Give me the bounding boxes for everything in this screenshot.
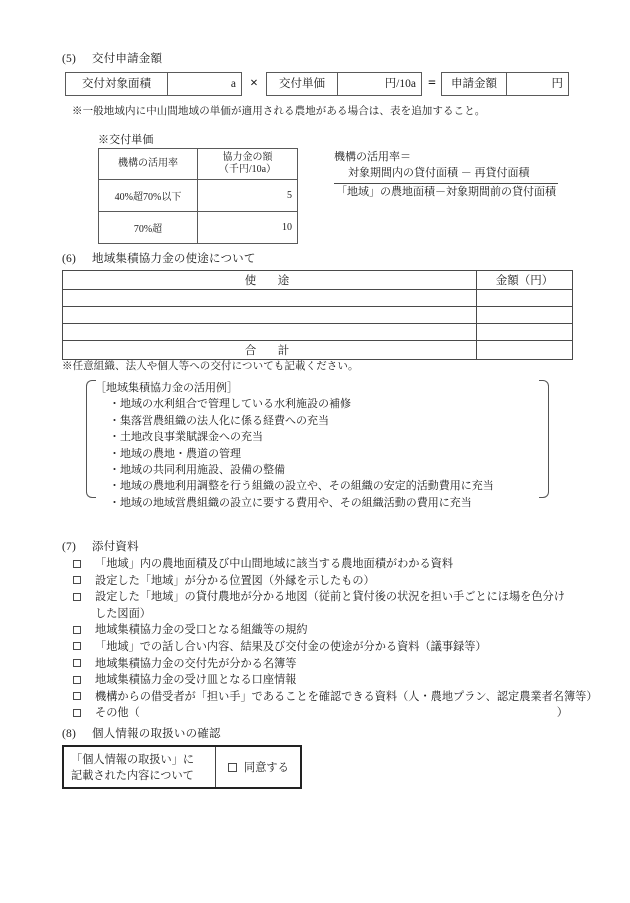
application-amount-unit: 円 bbox=[551, 78, 563, 90]
consent-description-line1: 「個人情報の取扱い」に bbox=[71, 754, 195, 766]
section-7-number: (7) bbox=[62, 541, 77, 553]
amount-cell-1[interactable] bbox=[477, 307, 573, 324]
section-8-heading bbox=[62, 725, 221, 741]
unit-price-header-amount-line1: 協力金の額 bbox=[222, 151, 273, 163]
table-row[interactable] bbox=[63, 290, 573, 307]
attachment-item-other[interactable] bbox=[68, 705, 572, 722]
unit-price-amount-1: 10 bbox=[198, 212, 298, 244]
attachment-item-5[interactable] bbox=[68, 656, 572, 673]
attachment-label-6: 地域集積協力金の受け皿となる口座情報 bbox=[95, 674, 297, 687]
attachment-label-1: 設定した「地域」が分かる位置図（外縁を示したもの） bbox=[95, 574, 375, 587]
usage-examples-title: ［地域集積協力金の活用例］ bbox=[95, 382, 238, 394]
section-7-title: 添付資料 bbox=[92, 541, 139, 553]
checkbox-icon[interactable] bbox=[73, 659, 81, 667]
usage-examples-list bbox=[95, 396, 537, 511]
attachment-checklist bbox=[68, 556, 598, 722]
utilization-rate-formula bbox=[334, 150, 558, 201]
usage-examples-block bbox=[95, 380, 537, 509]
attachment-item-0[interactable] bbox=[68, 556, 572, 573]
usage-cell-1[interactable] bbox=[63, 307, 477, 324]
attachment-label-0: 「地域」内の農地面積及び中山間地域に該当する農地面積がわかる資料 bbox=[95, 558, 454, 570]
attachment-item-1[interactable] bbox=[68, 573, 572, 590]
unit-price-header-amount-line2: （千円/10a） bbox=[218, 164, 277, 175]
unit-price-rate-0: 40%超70%以下 bbox=[99, 180, 198, 212]
attachment-label-3: 地域集積協力金の受口となる組織等の規約 bbox=[95, 624, 308, 637]
checkbox-icon[interactable] bbox=[73, 692, 81, 700]
consent-description-line2: 記載された内容について bbox=[71, 770, 194, 783]
usage-column-header: 使 途 bbox=[63, 271, 477, 290]
list-item: ・土地改良事業賦課金への充当 bbox=[109, 431, 263, 444]
checkbox-icon[interactable] bbox=[73, 560, 81, 568]
attachment-label-4: 「地域」での話し合い内容、結果及び交付金の使途が分かる資料（議事録等） bbox=[95, 640, 487, 653]
consent-checkbox-cell[interactable] bbox=[216, 747, 300, 787]
unit-price-table bbox=[98, 148, 298, 244]
list-item: ・地域の農地利用調整を行う組織の設立や、その組織の安定的活動費用に充当 bbox=[109, 480, 494, 493]
left-bracket-icon bbox=[86, 380, 96, 498]
unit-price-caption: ※交付単価 bbox=[98, 134, 154, 146]
attachment-item-2[interactable] bbox=[68, 589, 572, 622]
unit-price-unit: 円/10a bbox=[384, 78, 416, 90]
grant-area-label: 交付対象面積 bbox=[65, 72, 168, 96]
unit-price-header-amount bbox=[198, 149, 298, 180]
section-5-title: 交付申請金額 bbox=[92, 53, 163, 65]
unit-price-header-rate: 機構の活用率 bbox=[99, 149, 198, 180]
grant-area-unit: a bbox=[230, 78, 236, 90]
checkbox-icon[interactable] bbox=[228, 763, 237, 772]
usage-table-total-row bbox=[63, 341, 573, 360]
unit-price-rate-1: 70%超 bbox=[99, 212, 198, 244]
amount-cell-2[interactable] bbox=[477, 324, 573, 341]
attachment-label-7: 機構からの借受者が「担い手」であることを確認できる資料（人・農地プラン、認定農業者名簿等） bbox=[95, 690, 598, 703]
table-row[interactable] bbox=[63, 307, 573, 324]
grant-area-input[interactable] bbox=[167, 72, 242, 96]
section-6-note: ※任意組織、法人や個人等への交付についても記載ください。 bbox=[62, 361, 359, 372]
attachment-label-2: 設定した「地域」の貸付農地が分かる地図（従前と貸付後の状況を担い手ごとにほ場を色分けした図面） bbox=[95, 591, 565, 620]
usage-cell-0[interactable] bbox=[63, 290, 477, 307]
section-6-number: (6) bbox=[62, 253, 77, 265]
other-close-paren: ） bbox=[556, 707, 568, 720]
list-item: ・地域の共同利用施設、設備の整備 bbox=[109, 464, 285, 477]
checkbox-icon[interactable] bbox=[73, 626, 81, 634]
formula-numerator: 対象期間内の貸付面積 － 再貸付面積 bbox=[334, 166, 558, 184]
attachment-item-7[interactable] bbox=[68, 689, 598, 706]
unit-price-amount-0: 5 bbox=[198, 180, 298, 212]
consent-description bbox=[64, 747, 216, 787]
unit-price-header-row bbox=[99, 149, 298, 180]
attachment-label-other: その他（ bbox=[95, 707, 140, 720]
section-5-note: ※一般地域内に中山間地域の単価が適用される農地がある場合は、表を追加すること。 bbox=[72, 106, 486, 117]
consent-box bbox=[62, 745, 302, 789]
unit-price-label: 交付単価 bbox=[266, 72, 338, 96]
checkbox-icon[interactable] bbox=[73, 593, 81, 601]
formula-lead: 機構の活用率＝ bbox=[334, 151, 411, 163]
checkbox-icon[interactable] bbox=[73, 709, 81, 717]
section-7-heading bbox=[62, 538, 139, 554]
attachment-item-3[interactable] bbox=[68, 622, 572, 639]
usage-table bbox=[62, 270, 573, 360]
attachment-item-4[interactable] bbox=[68, 639, 572, 656]
section-5-number: (5) bbox=[62, 53, 77, 65]
right-bracket-icon bbox=[539, 380, 549, 498]
amount-cell-0[interactable] bbox=[477, 290, 573, 307]
list-item: ・集落営農組織の法人化に係る経費への充当 bbox=[109, 414, 329, 427]
application-amount-input[interactable] bbox=[506, 72, 569, 96]
section-8-title: 個人情報の取扱いの確認 bbox=[92, 728, 221, 740]
consent-label: 同意する bbox=[244, 762, 289, 774]
table-row bbox=[99, 212, 298, 244]
table-row[interactable] bbox=[63, 324, 573, 341]
unit-price-input[interactable] bbox=[337, 72, 422, 96]
amount-column-header: 金額（円） bbox=[477, 271, 573, 290]
attachment-label-5: 地域集積協力金の交付先が分かる名簿等 bbox=[95, 657, 297, 670]
total-amount-cell[interactable] bbox=[477, 341, 573, 360]
checkbox-icon[interactable] bbox=[73, 642, 81, 650]
list-item: ・地域の農地・農道の管理 bbox=[109, 447, 241, 460]
attachment-item-6[interactable] bbox=[68, 672, 572, 689]
section-6-heading bbox=[62, 250, 256, 266]
section-5-heading bbox=[62, 50, 162, 66]
usage-cell-2[interactable] bbox=[63, 324, 477, 341]
checkbox-icon[interactable] bbox=[73, 576, 81, 584]
usage-table-header-row bbox=[63, 271, 573, 290]
list-item: ・地域の地域営農組織の設立に要する費用や、その組織活動の費用に充当 bbox=[109, 496, 472, 509]
list-item: ・地域の水利組合で管理している水利施設の補修 bbox=[109, 398, 351, 411]
section-8-number: (8) bbox=[62, 728, 77, 740]
equals-sign: = bbox=[428, 76, 436, 91]
multiply-sign: × bbox=[250, 76, 258, 91]
application-amount-label: 申請金額 bbox=[441, 72, 507, 96]
total-label: 合 計 bbox=[63, 341, 477, 360]
checkbox-icon[interactable] bbox=[73, 676, 81, 684]
formula-denominator: 「地域」の農地面積－対象期間前の貸付面積 bbox=[336, 185, 556, 198]
section-6-title: 地域集積協力金の使途について bbox=[92, 253, 256, 265]
table-row bbox=[99, 180, 298, 212]
